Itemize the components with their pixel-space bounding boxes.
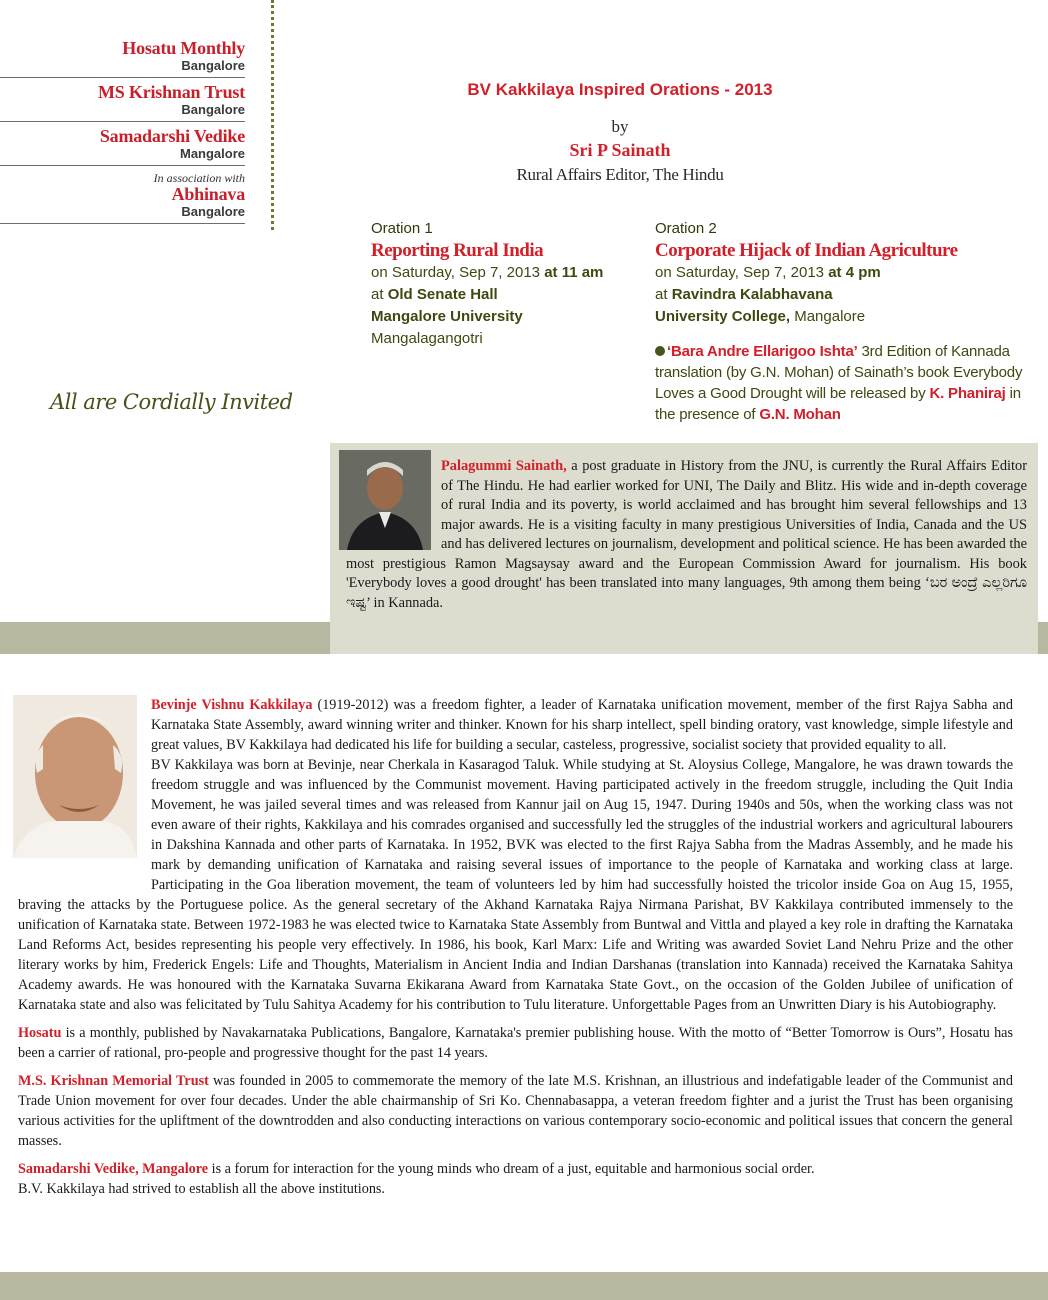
institution-ms-krishnan-trust: M.S. Krishnan Memorial Trust was founded in 2005 to commemorate the memory of the late M.S. Krishnan, an illustrious and indefatigable leader of the Communist and Trade Union movement for over four decades. Under the able chairmanship of Sri Ko. Chennabasappa, a veteran freedom fighter and a jurist the Trust has been organising various activities for the upliftment of the downtrodden and also conducting interactions on various contemporary socio-economic and political issues that concern the general masses. [18, 1073, 1013, 1149]
oration-venue: at Old Senate Hall [371, 286, 498, 303]
oration-title: Corporate Hijack of Indian Agriculture [655, 240, 958, 261]
oration-label: Oration 1 [371, 220, 433, 237]
oration-label: Oration 2 [655, 220, 717, 237]
kakkilaya-bio-para: BV Kakkilaya was born at Bevinje, near Cherkala in Kasaragod Taluk. While studying at St. Aloysius College, Mangalore, he was drawn towards the freedom struggle and was influenced by the Communist movement. Having participated actively in the freedom struggle, including the Quit India Movement, he was jailed several times and was released from Kannur jail on Aug 15, 1947. During 1940s and 50s, when the working class was not even aware of their rights, Kakkilaya and his comrades organised and successfully led the struggles of the industrial workers and agricultural labourers in Dakshina Kannada and other parts of Karnataka. In 1952, BVK was elected to the first Rajya Sabha from the Madras Assembly, and he made his mark by demanding unification of Karnataka and raising several issues of importance to the people of Karnataka and working class at large. Participating in the Goa liberation movement, the team of volunteers led by him had successfully hoisted the tricolor inside Goa on Aug 15, 1955, braving the attacks by the Portuguese police. As the general secretary of the Akhand Karnataka Rajya Nirmana Parishat, BV Kakkilaya contributed immensely to the unification of Karnataka state. Between 1972-1983 he was elected twice to Karnataka State Assembly from Buntwal and Vittla and played a key role in drafting the Karnataka Land Reforms Act, besides representing his people very effectively. In 1986, his book, Karl Marx: Life and Writing was awarded Soviet Land Nehru Prize and the other literary works by him, Frederick Engels: Life and Thoughts, Materialism in Ancient India and Indian Darshanas (translation into Kannada) received the Karnataka Sahitya Academy awards. He was honoured with the Karnataka Suvarna Ekikarana Award from Karnataka State Govt., on the occasion of the Golden Jubilee of unification of Karnataka state and also was felicitated by Tulu Sahitya Academy for his contribution to Tulu literature. Unforgettable Pages from an Unwritten Diary is his Autobiography. [18, 757, 1013, 1013]
oration-venue-line2: Mangalore University [371, 308, 523, 325]
organizer-samadarshi-vedike [0, 122, 245, 166]
presence-name: G.N. Mohan [759, 406, 841, 423]
organizer-city: Bangalore [181, 102, 245, 117]
organizer-abhinava [0, 166, 245, 224]
organizer-name: Samadarshi Vedike [99, 126, 245, 146]
closing-line: B.V. Kakkilaya had strived to establish all the above institutions. [18, 1181, 385, 1197]
oration-2 [655, 218, 1040, 328]
organizer-ms-krishnan-trust [0, 78, 245, 122]
speaker-role: Rural Affairs Editor, The Hindu [516, 165, 724, 184]
oration-venue-line2: University College, Mangalore [655, 308, 866, 325]
oration-venue: at Ravindra Kalabhavana [655, 286, 833, 303]
sainath-name: Palagummi Sainath, [441, 458, 567, 474]
releaser-name: K. Phaniraj [929, 385, 1006, 402]
organizer-city: Bangalore [181, 204, 245, 219]
organizer-name: Abhinava [171, 184, 245, 204]
sainath-bio-text: a post graduate in History from the JNU, is currently the Rural Affairs Editor of The Hindu. He had earlier worked for UNI, The Daily and Blitz. His wide and in-depth coverage of rural India and its poverty, is world acclaimed and has brought him several fellowships and 13 major awards. He is a visiting faculty in many prestigious Universities of India, Canada and the US and has delivered lectures on journalism, development and political science. He has been awarded the most prestigious Ramon Magsaysay award and the European Commission Award for journalism. His book 'Everybody loves a good drought' has been translated into many languages, 9th among them being ‘ಬರ ಅಂದ್ರೆ ಎಲ್ಲರಿಗೂ ಇಷ್ಟ’ in Kannada. [346, 458, 1027, 611]
oration-date: on Saturday, Sep 7, 2013 at 4 pm [655, 264, 881, 281]
oration-title: Reporting Rural India [371, 240, 544, 261]
sainath-bio [346, 457, 1027, 613]
event-title: BV Kakkilaya Inspired Orations - 2013 [467, 80, 773, 99]
by-label: by [611, 117, 629, 136]
book-release-note: ‘Bara Andre Ellarigoo Ishta’ 3rd Edition of Kannada translation (by G.N. Mohan) of Sainath’s book Everybody Loves a Good Drought will be released by K. Phaniraj in the presence of G.N. Mohan [655, 343, 1023, 423]
organizer-city: Mangalore [179, 146, 245, 161]
institution-hosatu: Hosatu is a monthly, published by Navakarnataka Publications, Bangalore, Karnataka's premier publishing house. With the motto of “Better Tomorrow is Ours”, Hosatu has been a carrier of rational, pro-people and progressive thought for the past 14 years. [18, 1025, 1013, 1061]
association-label: In association with [153, 171, 245, 185]
book-kannada-title: ‘Bara Andre Ellarigoo Ishta’ [667, 343, 858, 360]
organizer-name: Hosatu Monthly [122, 38, 245, 58]
oration-1 [371, 218, 651, 350]
speaker-name: Sri P Sainath [569, 140, 671, 160]
dotted-divider [271, 0, 274, 230]
invitation-text: All are Cordially Invited [50, 390, 293, 414]
bullet-icon [655, 346, 665, 356]
organizer-city: Bangalore [181, 58, 245, 73]
kakkilaya-bio-intro: Bevinje Vishnu Kakkilaya (1919-2012) was a freedom fighter, a leader of Karnataka unification movement, member of the first Rajya Sabha and Karnataka State Assembly, award winning writer and thinker. Known for his sharp intellect, spell binding oratory, vast knowledge, simple lifestyle and great values, BV Kakkilaya had dedicated his life for building a secular, casteless, progressive, socialist society that provided equality to all. [151, 697, 1013, 753]
kakkilaya-name: Bevinje Vishnu Kakkilaya [151, 697, 313, 713]
organizer-hosatu [0, 34, 245, 78]
organizers-list [0, 34, 245, 224]
oration-date: on Saturday, Sep 7, 2013 at 11 am [371, 264, 604, 281]
decorative-band-bottom [0, 1272, 1048, 1300]
organizer-name: MS Krishnan Trust [98, 82, 245, 102]
bottom-section [18, 695, 1013, 1199]
institution-samadarshi-vedike: Samadarshi Vedike, Mangalore is a forum for interaction for the young minds who dream of a just, equitable and harmonious social order. [18, 1161, 815, 1177]
oration-venue-line3: Mangalagangotri [371, 330, 483, 347]
